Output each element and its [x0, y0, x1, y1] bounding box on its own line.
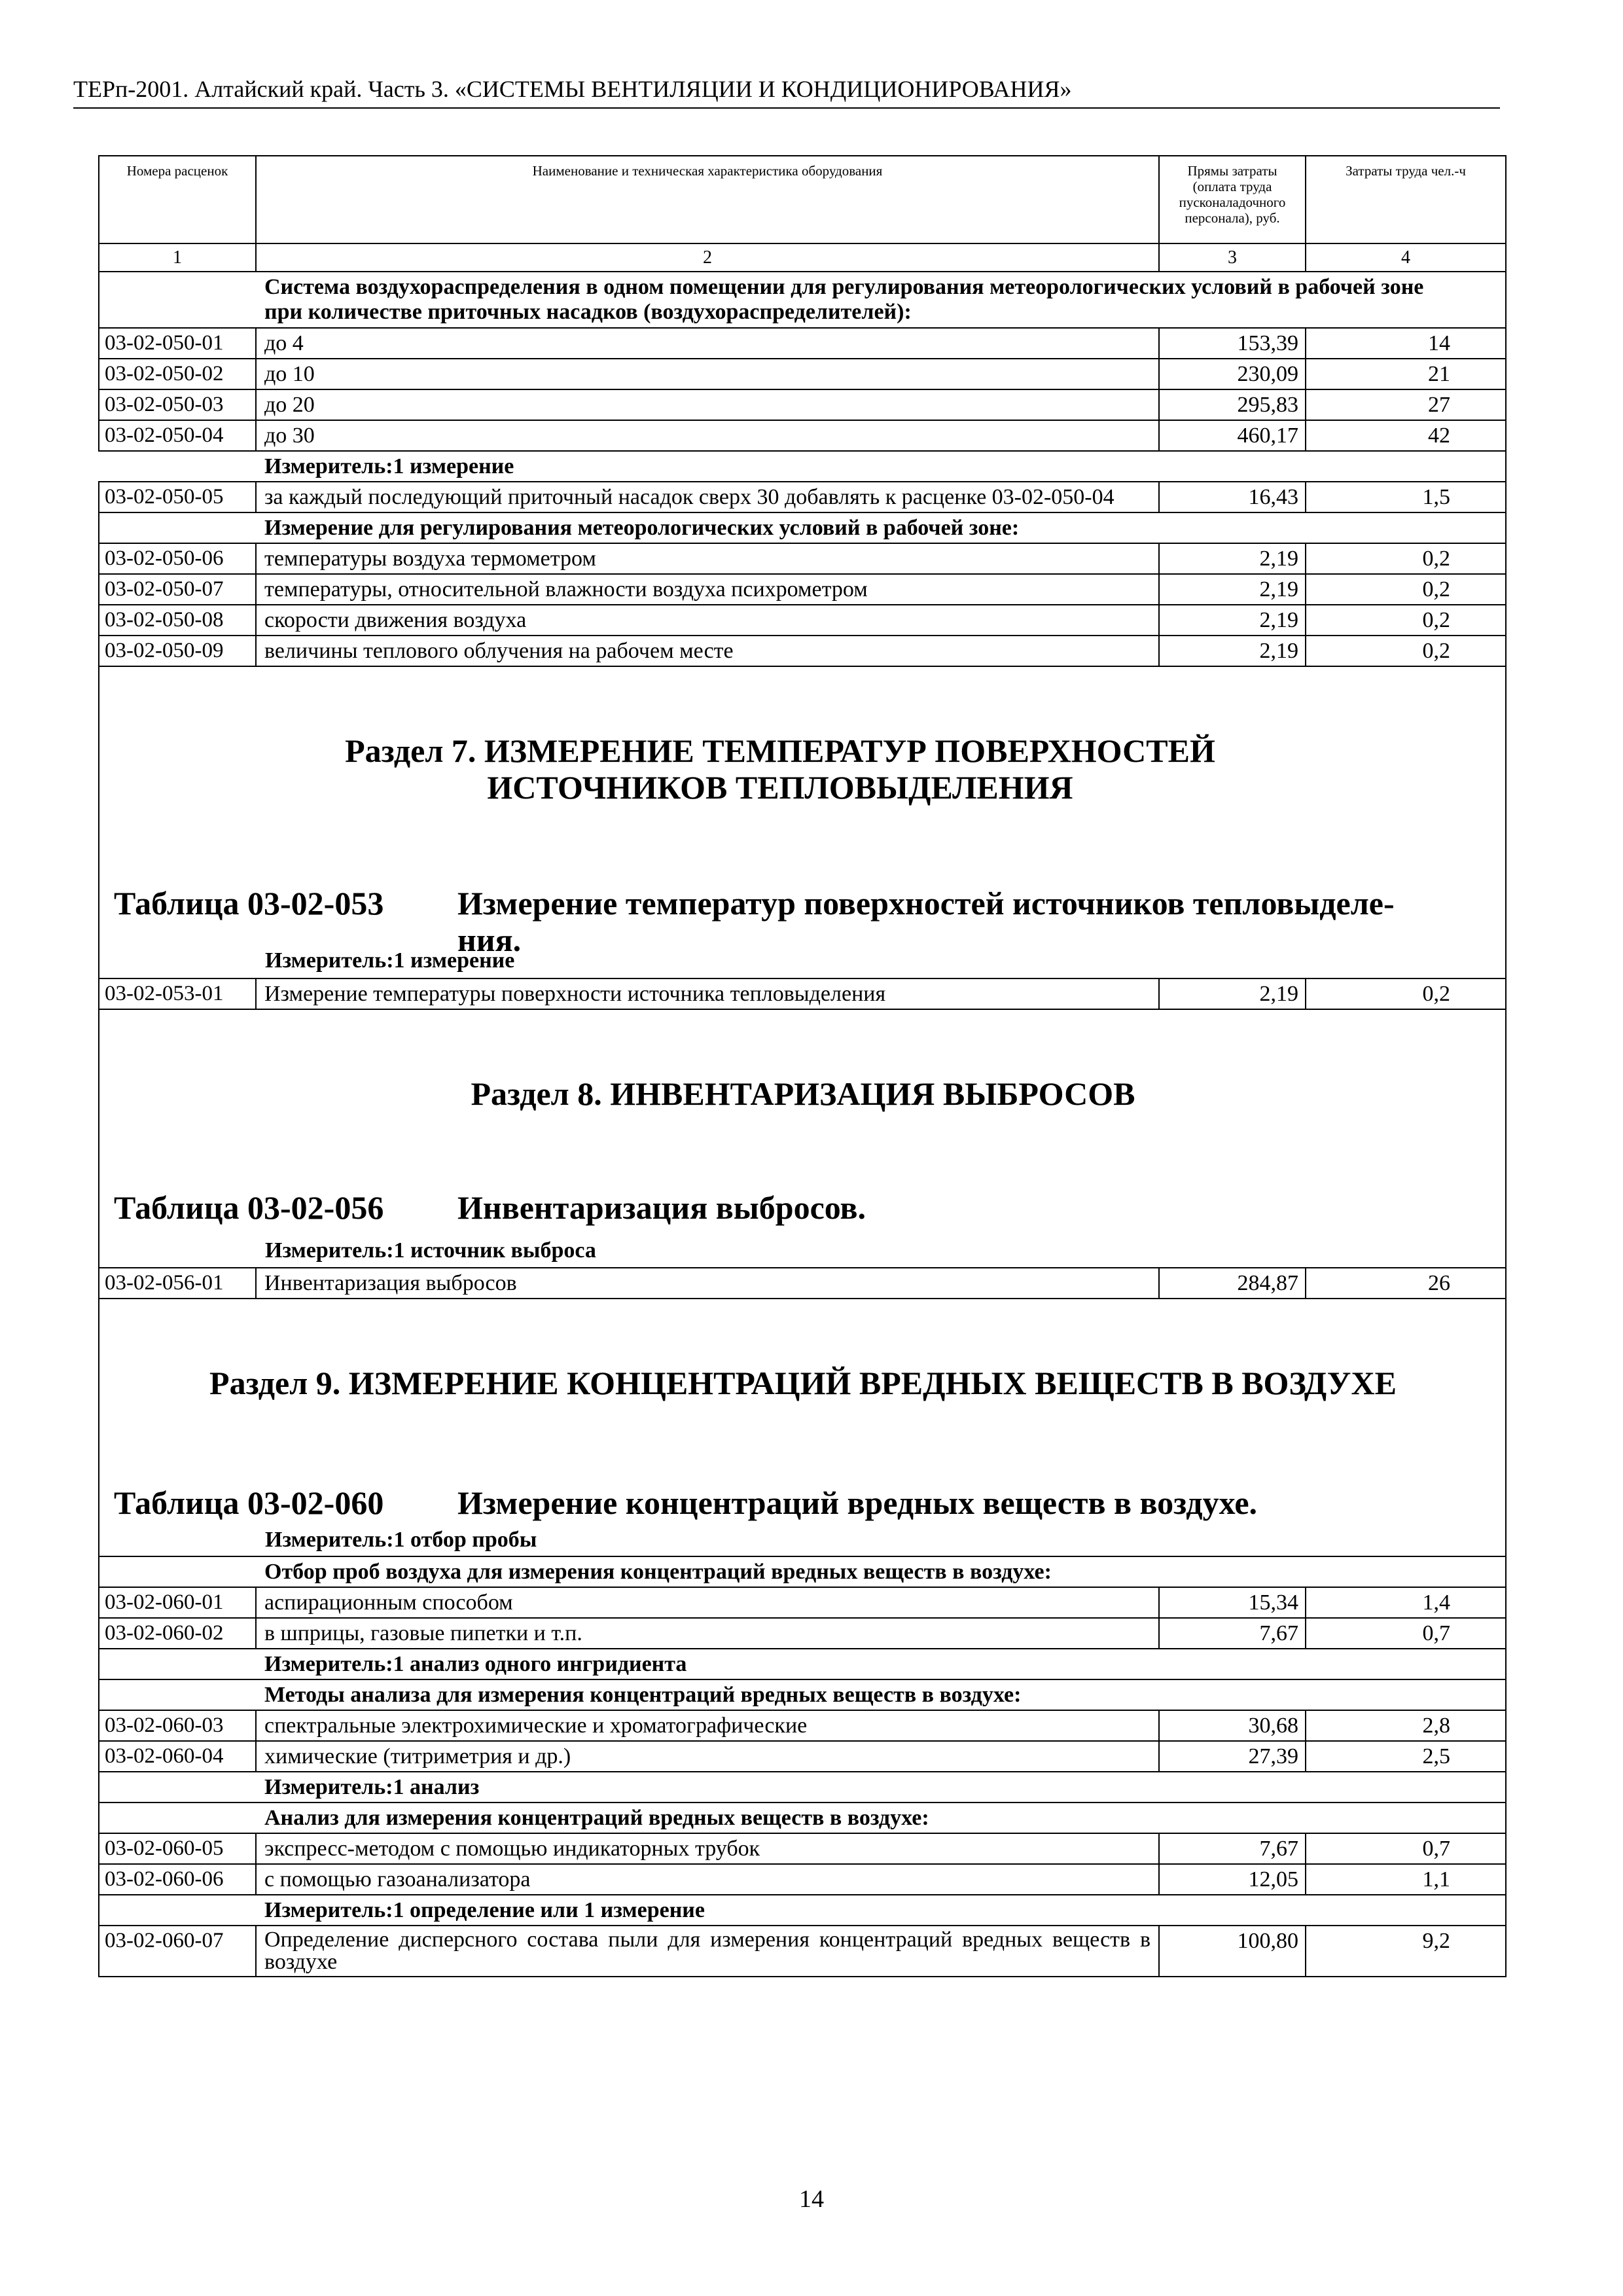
- meter-row: [99, 1772, 1506, 1803]
- rate-name: с помощью газоанализатора: [256, 1864, 1159, 1895]
- rate-name: Определение дисперсного состава пыли для измерения концентраций вредных веществ в воздухе: [256, 1926, 1159, 1977]
- table-row: [99, 978, 1506, 1009]
- rate-name: температуры, относительной влажности воздуха психрометром: [256, 574, 1159, 605]
- rate-name: до 10: [256, 359, 1159, 389]
- table-name: Инвентаризация выбросов.: [457, 1189, 866, 1226]
- rate-labor: 0,2: [1306, 605, 1506, 636]
- rate-labor: 1,1: [1306, 1864, 1506, 1895]
- group-heading: Отбор проб воздуха для измерения концентраций вредных веществ в воздухе:: [256, 1556, 1506, 1587]
- column-header-name: Наименование и техническая характеристика оборудования: [256, 156, 1159, 243]
- table-row: [99, 1268, 1506, 1299]
- rate-code: 03-02-053-01: [99, 978, 256, 1009]
- rate-cost: 7,67: [1159, 1833, 1306, 1864]
- table-row: [99, 389, 1506, 420]
- table-row: [99, 420, 1506, 451]
- rate-cost: 2,19: [1159, 605, 1306, 636]
- table-row: [99, 636, 1506, 666]
- rate-cost: 27,39: [1159, 1741, 1306, 1772]
- meter-spacer: [99, 1649, 256, 1679]
- meter-label: Измеритель:1 анализ одного ингридиента: [256, 1649, 1506, 1679]
- table-row: [99, 574, 1506, 605]
- column-number: 3: [1159, 243, 1306, 272]
- table-row: [99, 482, 1506, 512]
- rate-code: 03-02-050-04: [99, 420, 256, 451]
- rate-code: 03-02-060-07: [99, 1926, 256, 1977]
- column-number: 4: [1306, 243, 1506, 272]
- group-heading-row: [99, 1679, 1506, 1710]
- table-row: [99, 1618, 1506, 1649]
- rate-code: 03-02-050-06: [99, 543, 256, 574]
- rate-code: 03-02-050-02: [99, 359, 256, 389]
- rate-cost: 2,19: [1159, 574, 1306, 605]
- meter-label: Измеритель:1 определение или 1 измерение: [256, 1895, 1506, 1926]
- table-number: Таблица 03-02-060: [114, 1484, 384, 1521]
- table-row: [99, 543, 1506, 574]
- section-title: Раздел 7. ИЗМЕРЕНИЕ ТЕМПЕРАТУР ПОВЕРХНОСТЕЙ ИСТОЧНИКОВ ТЕПЛОВЫДЕЛЕНИЯ: [345, 732, 1215, 806]
- column-number: 2: [256, 243, 1159, 272]
- meter-label: Измеритель:1 отбор пробы: [265, 1528, 537, 1552]
- rate-code: 03-02-050-01: [99, 328, 256, 359]
- group-heading-row: [99, 272, 1506, 328]
- table-name: Измерение температур поверхностей источников тепловыделе- ния.: [457, 885, 1395, 958]
- rate-cost: 284,87: [1159, 1268, 1306, 1299]
- group-heading: Методы анализа для измерения концентраций вредных веществ в воздухе:: [256, 1679, 1506, 1710]
- page-header: ТЕРп-2001. Алтайский край. Часть 3. «СИСТЕМЫ ВЕНТИЛЯЦИИ И КОНДИЦИОНИРОВАНИЯ»: [73, 73, 1500, 109]
- rate-cost: 2,19: [1159, 636, 1306, 666]
- rate-labor: 21: [1306, 359, 1506, 389]
- rate-labor: 26: [1306, 1268, 1506, 1299]
- section-block: [99, 1009, 1506, 1268]
- table-name: Измерение концентраций вредных веществ в воздухе.: [457, 1484, 1258, 1521]
- rate-name: величины теплового облучения на рабочем месте: [256, 636, 1159, 666]
- section-7: [99, 666, 1506, 978]
- rate-cost: 15,34: [1159, 1587, 1306, 1618]
- rate-code: 03-02-050-08: [99, 605, 256, 636]
- meter-row: [99, 1649, 1506, 1679]
- meter-label: Измеритель:1 измерение: [265, 948, 515, 973]
- rate-cost: 2,19: [1159, 978, 1306, 1009]
- rate-labor: 27: [1306, 389, 1506, 420]
- group-heading-spacer: [99, 1679, 256, 1710]
- group-heading-row: [99, 1803, 1506, 1833]
- table-row: [99, 1926, 1506, 1977]
- group-heading-row: [99, 1556, 1506, 1587]
- rate-name: температуры воздуха термометром: [256, 543, 1159, 574]
- meter-spacer: [99, 1772, 256, 1803]
- rate-name: за каждый последующий приточный насадок сверх 30 добавлять к расценке 03-02-050-04: [256, 482, 1159, 512]
- section-title: Раздел 8. ИНВЕНТАРИЗАЦИЯ ВЫБРОСОВ: [471, 1075, 1135, 1112]
- rate-cost: 2,19: [1159, 543, 1306, 574]
- group-heading-spacer: [99, 1556, 256, 1587]
- table-row: [99, 359, 1506, 389]
- rate-code: 03-02-060-02: [99, 1618, 256, 1649]
- rate-code: 03-02-060-03: [99, 1710, 256, 1741]
- rate-labor: 14: [1306, 328, 1506, 359]
- table-row: [99, 605, 1506, 636]
- rate-cost: 12,05: [1159, 1864, 1306, 1895]
- group-heading: Анализ для измерения концентраций вредных веществ в воздухе:: [256, 1803, 1506, 1833]
- rate-name: до 20: [256, 389, 1159, 420]
- rate-cost: 7,67: [1159, 1618, 1306, 1649]
- rate-name: Измерение температуры поверхности источника тепловыделения: [256, 978, 1159, 1009]
- rate-cost: 153,39: [1159, 328, 1306, 359]
- rate-code: 03-02-050-05: [99, 482, 256, 512]
- rate-name: Инвентаризация выбросов: [256, 1268, 1159, 1299]
- column-header-codes: Номера расценок: [99, 156, 256, 243]
- table-number: Таблица 03-02-056: [114, 1189, 384, 1226]
- section-9: [99, 1299, 1506, 1556]
- section-title: Раздел 9. ИЗМЕРЕНИЕ КОНЦЕНТРАЦИЙ ВРЕДНЫХ ВЕЩЕСТВ В ВОЗДУХЕ: [209, 1365, 1397, 1401]
- rate-labor: 1,4: [1306, 1587, 1506, 1618]
- section-8: [99, 1009, 1506, 1268]
- rate-labor: 0,7: [1306, 1833, 1506, 1864]
- rate-labor: 2,8: [1306, 1710, 1506, 1741]
- rate-labor: 1,5: [1306, 482, 1506, 512]
- rates-table: [98, 155, 1507, 1977]
- rate-name: спектральные электрохимические и хроматографические: [256, 1710, 1159, 1741]
- rate-code: 03-02-050-07: [99, 574, 256, 605]
- meter-spacer: [99, 1895, 256, 1926]
- table-row: [99, 1833, 1506, 1864]
- rate-name: до 4: [256, 328, 1159, 359]
- rate-code: 03-02-050-03: [99, 389, 256, 420]
- rate-code: 03-02-050-09: [99, 636, 256, 666]
- rate-code: 03-02-056-01: [99, 1268, 256, 1299]
- rate-labor: 0,2: [1306, 574, 1506, 605]
- column-number: 1: [99, 243, 256, 272]
- column-number-row: [99, 243, 1506, 272]
- meter-label: Измеритель:1 измерение: [256, 451, 1506, 482]
- rate-code: 03-02-060-05: [99, 1833, 256, 1864]
- meter-spacer: [99, 451, 256, 482]
- group-heading: Измерение для регулирования метеорологических условий в рабочей зоне:: [256, 512, 1506, 543]
- rate-cost: 460,17: [1159, 420, 1306, 451]
- meter-row: [99, 451, 1506, 482]
- rate-cost: 30,68: [1159, 1710, 1306, 1741]
- rate-labor: 0,2: [1306, 543, 1506, 574]
- table-row: [99, 1710, 1506, 1741]
- rate-labor: 0,7: [1306, 1618, 1506, 1649]
- table-number: Таблица 03-02-053: [114, 885, 384, 922]
- rate-name: до 30: [256, 420, 1159, 451]
- table-row: [99, 1741, 1506, 1772]
- table-row: [99, 1864, 1506, 1895]
- rate-labor: 2,5: [1306, 1741, 1506, 1772]
- group-heading-spacer: [99, 1803, 256, 1833]
- meter-label: Измеритель:1 источник выброса: [265, 1238, 596, 1263]
- section-block: [99, 666, 1506, 978]
- section-block: [99, 1299, 1506, 1556]
- rate-cost: 100,80: [1159, 1926, 1306, 1977]
- rate-cost: 295,83: [1159, 389, 1306, 420]
- rate-code: 03-02-060-01: [99, 1587, 256, 1618]
- rate-name: экспресс-методом с помощью индикаторных трубок: [256, 1833, 1159, 1864]
- table-row: [99, 328, 1506, 359]
- rate-cost: 16,43: [1159, 482, 1306, 512]
- meter-row: [99, 1895, 1506, 1926]
- rate-code: 03-02-060-04: [99, 1741, 256, 1772]
- meter-label: Измеритель:1 анализ: [256, 1772, 1506, 1803]
- page-number: 14: [799, 2185, 824, 2213]
- rate-name: химические (титриметрия и др.): [256, 1741, 1159, 1772]
- rate-name: аспирационным способом: [256, 1587, 1159, 1618]
- column-header-row: [99, 156, 1506, 243]
- rate-labor: 42: [1306, 420, 1506, 451]
- group-heading-spacer: [99, 512, 256, 543]
- rate-labor: 0,2: [1306, 978, 1506, 1009]
- group-heading-row: [99, 512, 1506, 543]
- rate-name: скорости движения воздуха: [256, 605, 1159, 636]
- column-header-labor: Затраты труда чел.-ч: [1306, 156, 1506, 243]
- column-header-cost: Прямы затраты (оплата труда пусконаладочного персонала), руб.: [1159, 156, 1306, 243]
- rate-labor: 9,2: [1306, 1926, 1506, 1977]
- group-heading: Система воздухораспределения в одном помещении для регулирования метеорологических условий в рабочей зоне при количестве приточных насадков (воздухораспределителей):: [99, 272, 1506, 328]
- rate-cost: 230,09: [1159, 359, 1306, 389]
- rate-labor: 0,2: [1306, 636, 1506, 666]
- rate-code: 03-02-060-06: [99, 1864, 256, 1895]
- rate-name: в шприцы, газовые пипетки и т.п.: [256, 1618, 1159, 1649]
- table-row: [99, 1587, 1506, 1618]
